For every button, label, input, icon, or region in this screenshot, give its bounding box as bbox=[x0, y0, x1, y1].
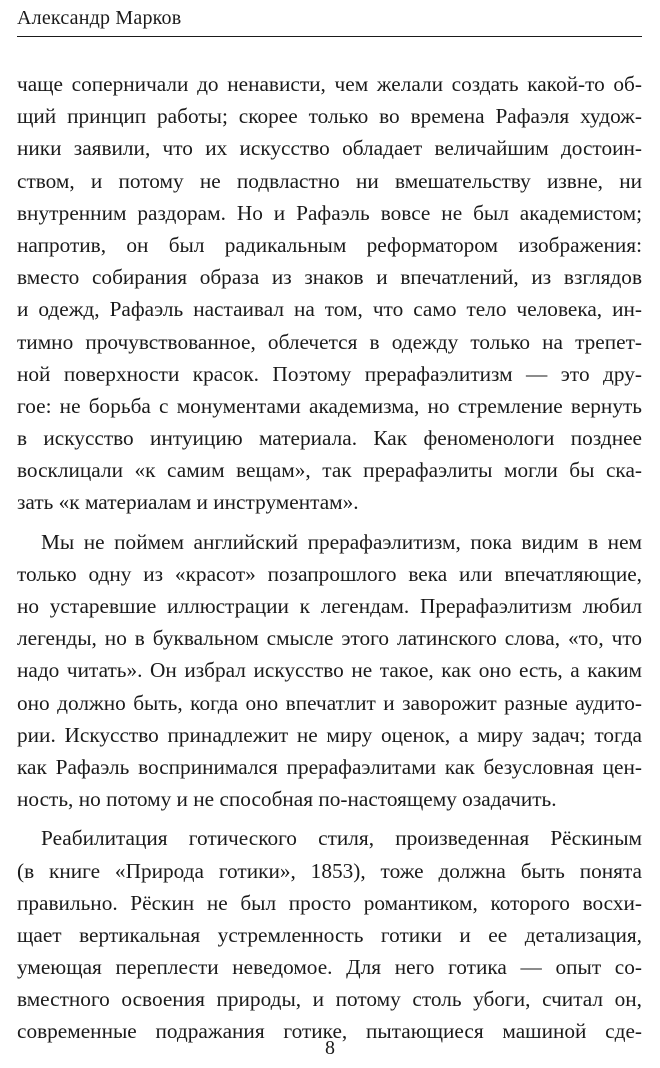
paragraph-2 bbox=[17, 526, 642, 816]
text-line: оно должно быть, когда оно впечатлит и заворожит разные аудито- bbox=[17, 690, 642, 715]
text-line: ность, но потому и не способная по-настоящему озадачить. bbox=[17, 787, 557, 812]
paragraph-spacing bbox=[17, 519, 642, 526]
paragraph-1 bbox=[17, 68, 642, 519]
text-line: только одну из «красот» позапрошлого века или впечатляющие, bbox=[17, 561, 642, 586]
text-line: тимно прочувствованное, облечется в одежду только на трепет- bbox=[17, 329, 642, 354]
text-line: надо читать». Он избрал искусство не такое, как оно есть, а каким bbox=[17, 658, 642, 683]
text-line: умеющая переплести неведомое. Для него готика — опыт со- bbox=[17, 955, 642, 980]
text-line: зать «к материалам и инструментам». bbox=[17, 490, 359, 515]
paragraph-spacing bbox=[17, 815, 642, 822]
text-line: (в книге «Природа готики», 1853), тоже должна быть понята bbox=[17, 858, 642, 883]
text-line: Реабилитация готического стиля, произведенная Рёскиным bbox=[41, 826, 642, 851]
text-line: гое: не борьба с монументами академизма, но стремление вернуть bbox=[17, 393, 642, 418]
paragraph-3 bbox=[17, 822, 642, 1047]
text-line: и одежд, Рафаэль настаивал на том, что само тело человека, ин- bbox=[17, 297, 642, 322]
text-line: но устаревшие иллюстрации к легендам. Прерафаэлитизм любил bbox=[17, 594, 642, 618]
text-line: рии. Искусство принадлежит не миру оценок, а миру задач; тогда bbox=[17, 722, 642, 747]
text-line: ной поверхности красок. Поэтому прерафаэлитизм — это дру- bbox=[17, 361, 642, 386]
running-title: Александр Марков bbox=[17, 7, 182, 29]
text-line: правильно. Рёскин не был просто романтиком, которого восхи- bbox=[17, 890, 642, 915]
text-line: Мы не поймем английский прерафаэлитизм, пока видим в нем bbox=[41, 529, 642, 554]
text-line: в искусство интуицию материала. Как феноменологи позднее bbox=[17, 426, 642, 451]
body-text bbox=[17, 68, 642, 1048]
page-number: 8 bbox=[325, 1037, 335, 1059]
text-line: щий принцип работы; скорее только во времена Рафаэля худож- bbox=[17, 104, 642, 129]
text-line: легенды, но в буквальном смысле этого латинского слова, «то, что bbox=[17, 626, 642, 651]
text-line: внутренним раздорам. Но и Рафаэль вовсе не был академистом; bbox=[17, 200, 642, 225]
text-line: чаще соперничали до ненависти, чем желали создать какой-то об- bbox=[17, 72, 642, 96]
text-line: щает вертикальная устремленность готики и ее детализация, bbox=[17, 922, 642, 947]
text-line: современные подражания готике, пытающиеся машиной сде- bbox=[17, 1019, 642, 1044]
text-line: восклицали «к самим вещам», так прерафаэлиты могли бы ска- bbox=[17, 458, 642, 483]
text-line: вместного освоения природы, и потому столь убоги, считал он, bbox=[17, 987, 642, 1012]
header-rule bbox=[17, 36, 642, 37]
text-line: вместо собирания образа из знаков и впечатлений, из взглядов bbox=[17, 265, 642, 290]
text-line: ники заявили, что их искусство обладает величайшим достоин- bbox=[17, 136, 642, 161]
text-line: напротив, он был радикальным реформатором изображения: bbox=[17, 232, 642, 257]
text-line: как Рафаэль воспринимался прерафаэлитами как безусловная цен- bbox=[17, 754, 642, 779]
text-line: ством, и потому не подвластно ни вмешательству извне, ни bbox=[17, 168, 642, 193]
